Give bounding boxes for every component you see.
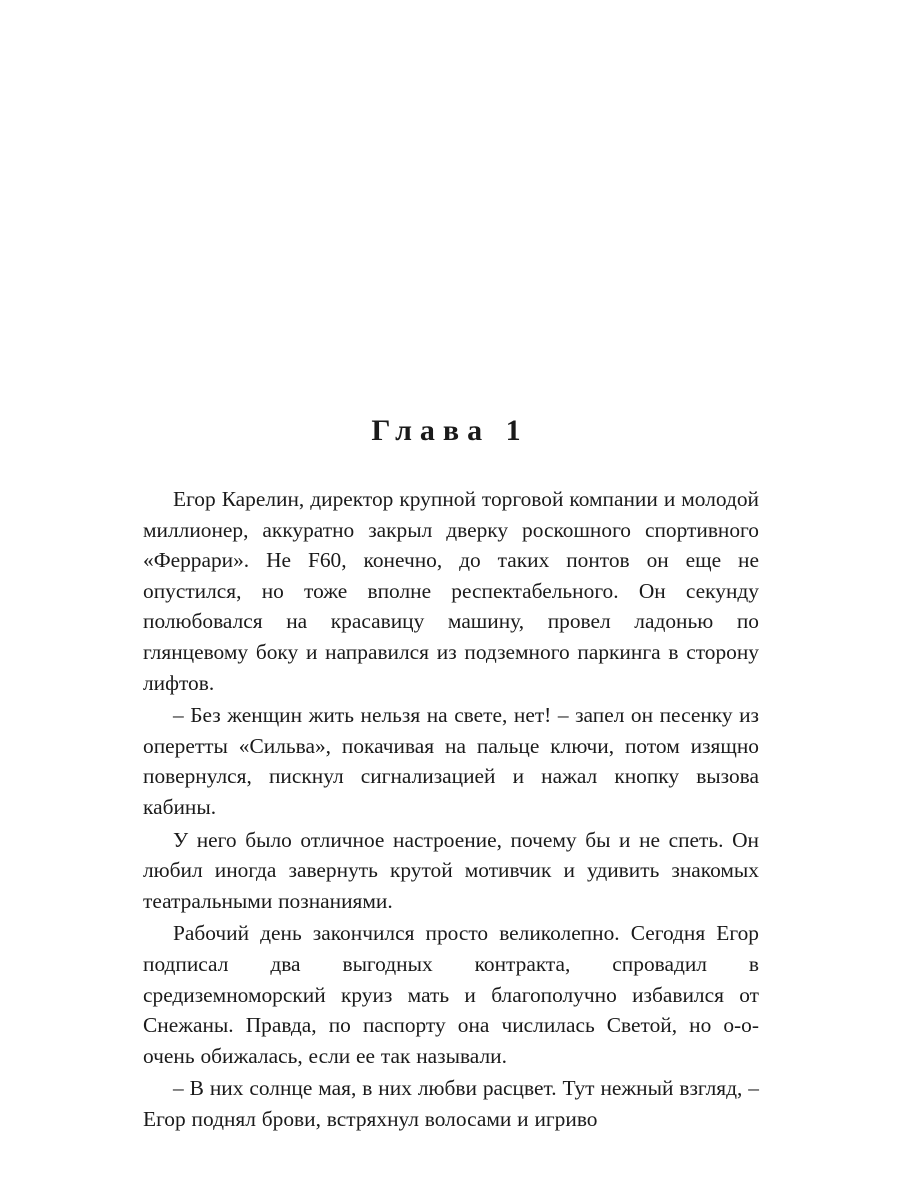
paragraph-3: У него было отличное настроение, почему бы и не спеть. Он любил иногда завернуть крутой мотивчик и удивить знакомых театральными познаниями.: [143, 827, 759, 913]
paragraph-1: Егор Карелин, директор крупной торговой компании и молодой миллионер, аккуратно закрыл дверку роскошного спортивного «Феррари». Не F60, конечно, до таких понтов он еще не опустился, но тоже вполне респектабельного. Он секунду полюбовался на красавицу машину, провел ладонью по глянцевому боку и направился из подземного паркинга в сторону лифтов.: [143, 487, 759, 695]
chapter-title: Глава 1: [371, 414, 529, 447]
paragraph-4: Рабочий день закончился просто великолепно. Сегодня Егор подписал два выгодных контракта, спровадил в средиземноморский круиз мать и благополучно избавился от Снежаны. Правда, по паспорту она числилась Светой, но о-о-очень обижалась, если ее так называли.: [143, 921, 759, 1068]
paragraph-2: – Без женщин жить нельзя на свете, нет! – запел он песенку из оперетты «Сильва», покачивая на пальце ключи, потом изящно повернулся, пискнул сигнализацией и нажал кнопку вызова кабины.: [143, 703, 759, 819]
paragraph-5: – В них солнце мая, в них любви расцвет. Тут нежный взгляд, – Егор поднял брови, встряхнул волосами и игриво: [143, 1076, 759, 1131]
chapter-body: [143, 484, 759, 1134]
